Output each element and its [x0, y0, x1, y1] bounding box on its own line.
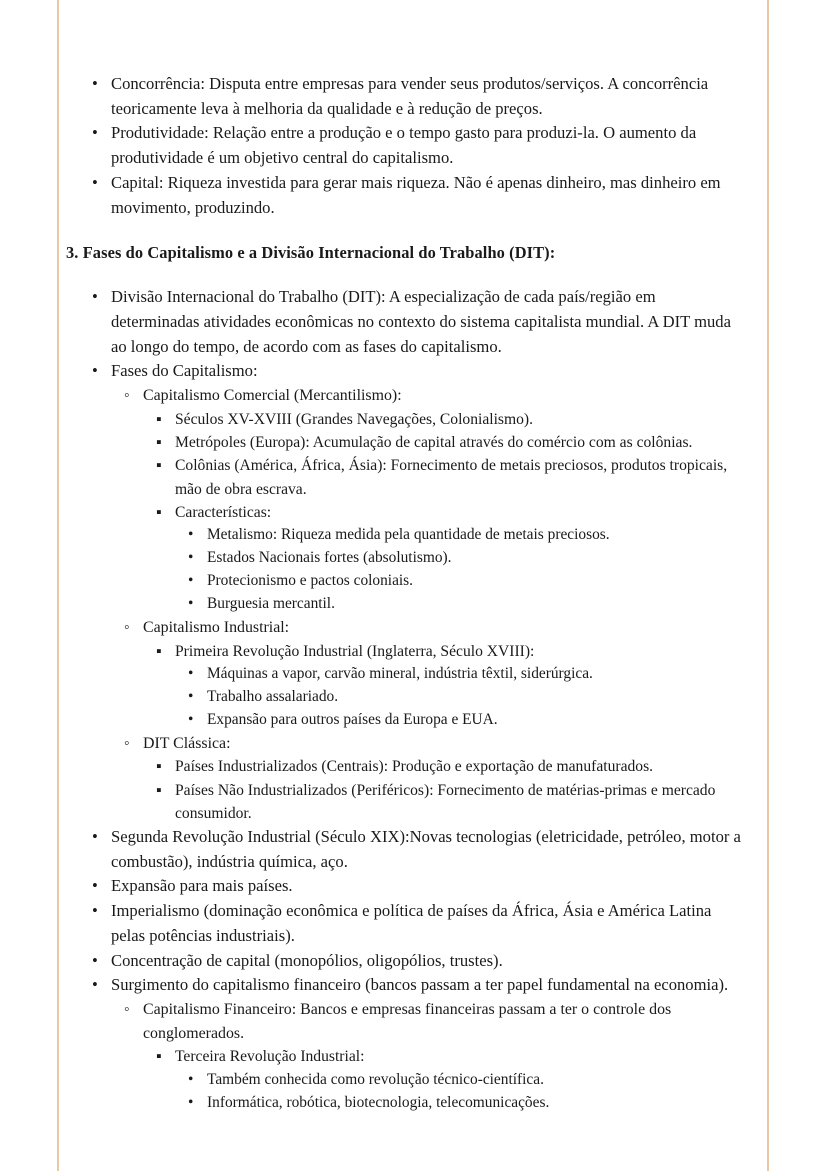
- list-item: [88, 121, 748, 170]
- list-item-text: Surgimento do capitalismo financeiro (bancos passam a ter papel fundamental na economia).: [111, 975, 729, 995]
- circle-bullet-icon: ◦: [124, 734, 130, 752]
- list-item: [152, 501, 748, 616]
- disc-bullet-icon: •: [92, 827, 98, 846]
- square-bullet-icon: ▪: [156, 758, 162, 776]
- list-fases-capitalismo: [88, 285, 748, 1114]
- list-item-text: Protecionismo e pactos coloniais.: [207, 571, 414, 589]
- list-item: [120, 732, 748, 825]
- list-item: [152, 454, 748, 500]
- circle-bullet-icon: ◦: [124, 618, 130, 636]
- disc-bullet-icon: •: [92, 172, 98, 192]
- list-item-text: Expansão para outros países da Europa e EUA.: [207, 710, 498, 728]
- list-terceira-revolucao-group: [152, 1045, 748, 1114]
- square-bullet-icon: ▪: [156, 642, 162, 660]
- disc-bullet-icon: •: [188, 1070, 194, 1088]
- list-item: [152, 1045, 748, 1114]
- list-item: [184, 1069, 748, 1092]
- list-item: [88, 874, 748, 899]
- list-item-text: Divisão Internacional do Trabalho (DIT): A especialização de cada país/região em determinadas atividades econômicas no contexto do sistema capitalista mundial. A DIT muda ao longo do tempo, de acordo com as fases do capitalismo.: [111, 287, 731, 356]
- list-item: [152, 431, 748, 454]
- list-item-text: Estados Nacionais fortes (absolutismo).: [207, 548, 452, 566]
- page-rule-right: [767, 0, 769, 1171]
- list-industrial-details: [152, 640, 748, 732]
- disc-bullet-icon: •: [188, 548, 194, 566]
- list-item-text: Trabalho assalariado.: [207, 687, 339, 705]
- list-item-text: Colônias (América, África, Ásia): Fornecimento de metais preciosos, produtos tropicais, mão de obra escrava.: [175, 457, 728, 498]
- disc-bullet-icon: •: [188, 594, 194, 612]
- list-item: [152, 779, 748, 825]
- square-bullet-icon: ▪: [156, 1048, 162, 1066]
- list-concepts: [88, 72, 748, 220]
- list-financeiro: [120, 998, 748, 1115]
- disc-bullet-icon: •: [188, 687, 194, 705]
- disc-bullet-icon: •: [188, 526, 194, 544]
- disc-bullet-icon: •: [188, 710, 194, 728]
- list-item: [152, 640, 748, 732]
- list-item: [184, 1092, 748, 1115]
- disc-bullet-icon: •: [92, 361, 98, 381]
- section-heading: 3. Fases do Capitalismo e a Divisão Internacional do Trabalho (DIT):: [66, 243, 556, 263]
- list-item: [184, 547, 748, 570]
- list-terceira-revolucao-items: [184, 1069, 748, 1115]
- list-item: [88, 171, 748, 220]
- list-item-text: Segunda Revolução Industrial (Século XIX):Novas tecnologias (eletricidade, petróleo, motor a combustão), indústria química, aço.: [111, 827, 741, 871]
- disc-bullet-icon: •: [92, 287, 98, 307]
- list-item-text: Informática, robótica, biotecnologia, telecomunicações.: [207, 1093, 550, 1111]
- square-bullet-icon: ▪: [156, 457, 162, 475]
- square-bullet-icon: ▪: [156, 781, 162, 799]
- list-item: [152, 408, 748, 431]
- disc-bullet-icon: •: [188, 664, 194, 682]
- list-item-text: Características:: [175, 503, 272, 521]
- list-item-text: Primeira Revolução Industrial (Inglaterra, Século XVIII):: [175, 642, 535, 660]
- list-caracteristicas: [184, 524, 748, 616]
- list-primeira-revolucao: [184, 663, 748, 732]
- list-item: [88, 359, 748, 825]
- list-item-text: Expansão para mais países.: [111, 876, 293, 896]
- list-item-text: Capitalismo Comercial (Mercantilismo):: [143, 387, 402, 405]
- disc-bullet-icon: •: [92, 975, 98, 995]
- list-item-text: Também conhecida como revolução técnico-científica.: [207, 1070, 544, 1088]
- list-item-text: Capitalismo Financeiro: Bancos e empresas financeiras passam a ter o controle dos conglomerados.: [143, 1001, 672, 1042]
- list-dit-classica-details: [152, 755, 748, 825]
- list-item-text: Fases do Capitalismo:: [111, 361, 258, 381]
- list-item: [88, 973, 748, 1114]
- disc-bullet-icon: •: [92, 876, 98, 896]
- list-item-text: Máquinas a vapor, carvão mineral, indústria têxtil, siderúrgica.: [207, 664, 593, 682]
- list-item: [88, 949, 748, 974]
- circle-bullet-icon: ◦: [124, 1001, 130, 1019]
- list-item: [88, 899, 748, 948]
- disc-bullet-icon: •: [188, 571, 194, 589]
- list-item: [184, 524, 748, 547]
- list-item-text: Séculos XV-XVIII (Grandes Navegações, Colonialismo).: [175, 410, 533, 428]
- list-item-text: Países Não Industrializados (Periféricos): Fornecimento de matérias-primas e mercado consumidor.: [175, 781, 716, 822]
- square-bullet-icon: ▪: [156, 434, 162, 452]
- disc-bullet-icon: •: [92, 901, 98, 921]
- list-item: [184, 686, 748, 709]
- disc-bullet-icon: •: [92, 123, 98, 143]
- disc-bullet-icon: •: [92, 74, 98, 93]
- list-item-text: Concorrência: Disputa entre empresas para vender seus produtos/serviços. A concorrência teoricamente leva à melhoria da qualidade e à redução de preços.: [111, 74, 709, 118]
- list-item-text: Países Industrializados (Centrais): Produção e exportação de manufaturados.: [175, 758, 654, 776]
- list-item: [88, 285, 748, 359]
- list-item-text: Burguesia mercantil.: [207, 594, 335, 612]
- list-item-text: Capital: Riqueza investida para gerar mais riqueza. Não é apenas dinheiro, mas dinheiro em movimento, produzindo.: [111, 172, 721, 217]
- list-item: [120, 616, 748, 732]
- list-item: [120, 998, 748, 1115]
- list-item: [184, 663, 748, 686]
- disc-bullet-icon: •: [92, 950, 98, 970]
- list-item-text: Metrópoles (Europa): Acumulação de capital através do comércio com as colônias.: [175, 434, 693, 452]
- list-item: [184, 709, 748, 732]
- document-body: [66, 72, 748, 1115]
- page-rule-left: [57, 0, 59, 1171]
- list-item: [88, 825, 748, 874]
- list-item-text: DIT Clássica:: [143, 734, 231, 752]
- square-bullet-icon: ▪: [156, 410, 162, 428]
- list-item: [152, 755, 748, 778]
- list-item: [184, 570, 748, 593]
- list-item-text: Imperialismo (dominação econômica e política de países da África, Ásia e América Latina pelas potências industriais).: [111, 901, 712, 945]
- list-item: [88, 72, 748, 121]
- list-comercial-details: [152, 408, 748, 616]
- circle-bullet-icon: ◦: [124, 387, 130, 405]
- square-bullet-icon: ▪: [156, 503, 162, 521]
- list-item-text: Concentração de capital (monopólios, oligopólios, trustes).: [111, 950, 503, 970]
- list-item: [184, 593, 748, 616]
- list-item: [120, 384, 748, 616]
- list-fases-sublist: [120, 384, 748, 825]
- list-item-text: Terceira Revolução Industrial:: [175, 1048, 365, 1066]
- list-item-text: Produtividade: Relação entre a produção e o tempo gasto para produzi-la. O aumento da produtividade é um objetivo central do capitalismo.: [111, 123, 697, 168]
- list-item-text: Capitalismo Industrial:: [143, 618, 290, 636]
- disc-bullet-icon: •: [188, 1093, 194, 1111]
- list-item-text: Metalismo: Riqueza medida pela quantidade de metais preciosos.: [207, 526, 610, 544]
